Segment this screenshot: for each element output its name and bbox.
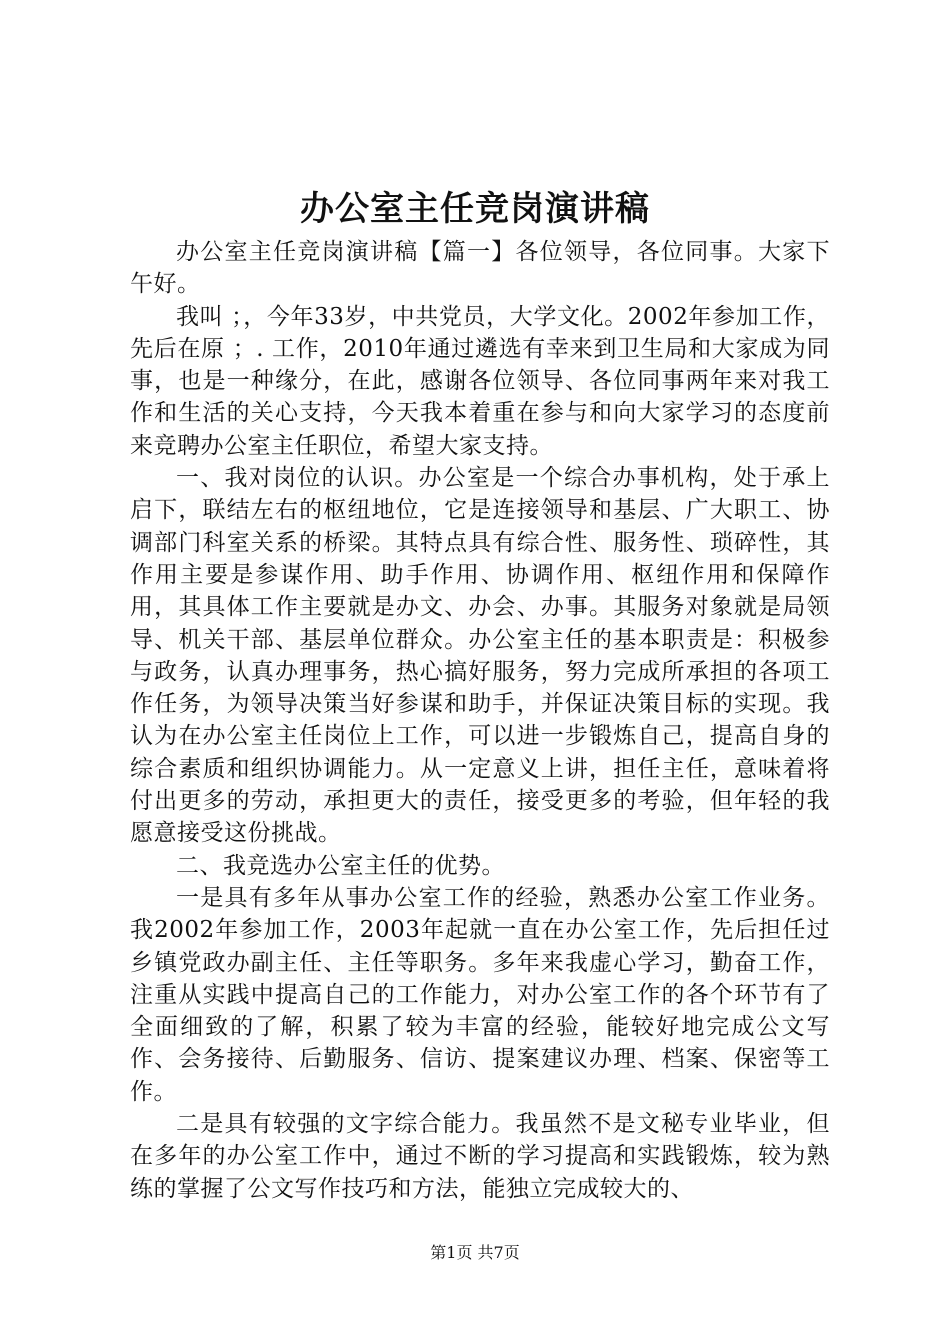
page-number-footer: 第1页 共7页: [430, 1243, 520, 1262]
paragraph-advantage-one: 一是具有多年从事办公室工作的经验，熟悉办公室工作业务。我2002年参加工作，2003年起就一直在办公室工作，先后担任过乡镇党政办副主任、主任等职务。多年来我虚心学习，勤奋工作，注重从实践中提高自己的工作能力，对办公室工作的各个环节有了全面细致的了解，积累了较为丰富的经验，能较好地完成公文写作、会务接待、后勤服务、信访、提案建议办理、档案、保密等工作。: [130, 884, 830, 1105]
paragraph-introduction: 我叫 ；，今年33岁，中共党员，大学文化。2002年参加工作，先后在原 ；. 工作，2010年通过遴选有幸来到卫生局和大家成为同事，也是一种缘分，在此，感谢各位领导、各位同事两年来对我工作和生活的关心支持，今天我本着重在参与和向大家学习的态度前来竞聘办公室主任职位，希望大家支持。: [130, 303, 830, 459]
paragraph-greeting: 办公室主任竞岗演讲稿【篇一】各位领导，各位同事。大家下午好。: [130, 239, 830, 298]
paragraph-section-one: 一、我对岗位的认识。办公室是一个综合办事机构，处于承上启下，联结左右的枢纽地位，它是连接领导和基层、广大职工、协调部门科室关系的桥梁。其特点具有综合性、服务性、琐碎性，其作用主要是参谋作用、助手作用、协调作用、枢纽作用和保障作用，其具体工作主要就是办文、办会、办事。其服务对象就是局领导、机关干部、基层单位群众。办公室主任的基本职责是：积极参与政务，认真办理事务，热心搞好服务，努力完成所承担的各项工作任务，为领导决策当好参谋和助手，并保证决策目标的实现。我认为在办公室主任岗位上工作，可以进一步锻炼自己，提高自身的综合素质和组织协调能力。从一定意义上讲，担任主任，意味着将付出更多的劳动，承担更大的责任，接受更多的考验，但年轻的我愿意接受这份挑战。: [130, 465, 830, 847]
paragraph-section-two-heading: 二、我竞选办公室主任的优势。: [176, 852, 505, 879]
document-body: [130, 236, 830, 1205]
document-title: 办公室主任竞岗演讲稿: [300, 189, 650, 229]
paragraph-advantage-two: 二是具有较强的文字综合能力。我虽然不是文秘专业毕业，但在多年的办公室工作中，通过不断的学习提高和实践锻炼，较为熟练的掌握了公文写作技巧和方法，能独立完成较大的、: [130, 1111, 830, 1202]
